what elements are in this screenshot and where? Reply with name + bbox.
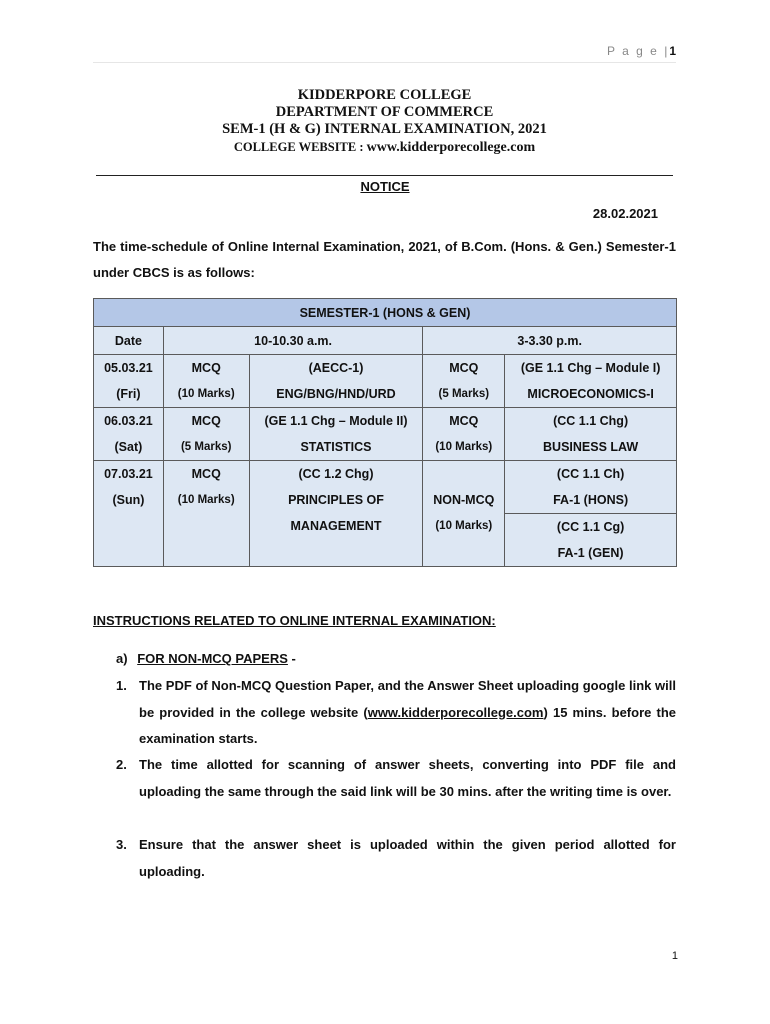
table-row	[94, 461, 677, 514]
paper-code: (CC 1.1 Cg)	[556, 520, 625, 534]
notice-date: 28.02.2021	[592, 206, 658, 221]
item-marker: 1.	[116, 678, 127, 693]
college-website	[93, 138, 676, 157]
notice-heading: NOTICE	[360, 179, 410, 194]
section-suffix: -	[287, 651, 296, 666]
date: 07.03.21	[104, 467, 153, 481]
website-url: www.kidderporecollege.com	[366, 140, 536, 155]
pm-subject-cell	[505, 355, 677, 408]
page-number: 1	[669, 44, 676, 58]
paper-code: (GE 1.1 Chg – Module I)	[520, 361, 661, 375]
exam-marks: (10 Marks)	[177, 388, 235, 400]
exam-type: MCQ	[449, 414, 479, 428]
table-header-row	[94, 327, 677, 355]
paper-subject: MANAGEMENT	[290, 519, 382, 533]
exam-marks: (10 Marks)	[435, 520, 493, 532]
pm-type-cell	[423, 355, 505, 408]
paper-subject: ENG/BNG/HND/URD	[276, 387, 396, 401]
table-row	[94, 408, 677, 461]
instruction-section	[116, 646, 296, 673]
am-subject-cell	[249, 461, 423, 567]
table-row	[94, 355, 677, 408]
am-type-cell	[163, 461, 249, 567]
day: (Fri)	[116, 387, 141, 401]
page-label: P a g e |	[607, 44, 670, 58]
instructions-heading: INSTRUCTIONS RELATED TO ONLINE INTERNAL EXAMINATION:	[93, 613, 496, 628]
am-subject-cell	[249, 408, 423, 461]
paper-code: (CC 1.1 Chg)	[553, 414, 629, 428]
pm-type-cell	[423, 408, 505, 461]
am-type-cell	[163, 355, 249, 408]
paper-subject: STATISTICS	[300, 440, 372, 454]
intro-paragraph: The time-schedule of Online Internal Examination, 2021, of B.Com. (Hons. & Gen.) Semester-1 under CBCS is as follows:	[93, 239, 676, 280]
item-text	[139, 673, 676, 753]
item-marker: 3.	[116, 837, 127, 852]
exam-type: MCQ	[191, 361, 221, 375]
paper-code: (CC 1.2 Chg)	[298, 467, 374, 481]
exam-marks: (10 Marks)	[435, 441, 493, 453]
date-cell	[94, 355, 164, 408]
paper-code: (CC 1.1 Ch)	[556, 467, 625, 481]
exam-marks: (5 Marks)	[438, 388, 490, 400]
college-website-link[interactable]: www.kidderporecollege.com	[367, 704, 544, 720]
item-text-part: ) 15 mins. before the examination starts.	[139, 704, 676, 746]
item-text: Ensure that the answer sheet is uploaded within the given period allotted for uploading.	[139, 837, 676, 879]
section-marker: a)	[116, 651, 128, 666]
pm-subject-cell	[505, 408, 677, 461]
paper-subject: MICROECONOMICS-I	[527, 387, 654, 401]
date: 05.03.21	[104, 361, 153, 375]
title-divider	[96, 175, 673, 176]
schedule-table	[93, 298, 677, 567]
website-label: COLLEGE WEBSITE :	[233, 140, 364, 154]
am-subject-cell	[249, 355, 423, 408]
college-name: KIDDERPORE COLLEGE	[297, 87, 472, 103]
page-header	[607, 44, 676, 58]
col-header-afternoon: 3-3.30 p.m.	[423, 327, 677, 355]
paper-subject: BUSINESS LAW	[543, 440, 639, 454]
exam-marks: (10 Marks)	[177, 494, 235, 506]
exam-type: MCQ	[191, 414, 221, 428]
date-cell	[94, 408, 164, 461]
department-name: DEPARTMENT OF COMMERCE	[275, 104, 494, 120]
paper-subject: FA-1 (HONS)	[553, 493, 629, 507]
table-title: SEMESTER-1 (HONS & GEN)	[94, 299, 677, 327]
exam-type: MCQ	[449, 361, 479, 375]
day: (Sat)	[114, 440, 143, 454]
title-block	[93, 87, 676, 157]
exam-marks: (5 Marks)	[180, 441, 232, 453]
table-title-row	[94, 299, 677, 327]
paper-subject: FA-1 (GEN)	[557, 546, 624, 560]
col-header-date: Date	[94, 327, 164, 355]
header-divider	[93, 62, 676, 63]
am-type-cell	[163, 408, 249, 461]
exam-title: SEM-1 (H & G) INTERNAL EXAMINATION, 2021	[222, 121, 547, 137]
date: 06.03.21	[104, 414, 153, 428]
paper-code: (AECC-1)	[308, 361, 364, 375]
paper-code: (GE 1.1 Chg – Module II)	[264, 414, 408, 428]
footer-page-number: 1	[671, 950, 678, 962]
date-cell	[94, 461, 164, 567]
paper-subject: PRINCIPLES OF	[288, 493, 384, 507]
pm-gen-cell	[505, 514, 677, 567]
col-header-morning: 10-10.30 a.m.	[163, 327, 423, 355]
exam-type: MCQ	[191, 467, 221, 481]
day: (Sun)	[112, 493, 145, 507]
exam-type: NON-MCQ	[433, 493, 495, 507]
pm-hons-cell	[505, 461, 677, 514]
pm-type-cell	[423, 461, 505, 567]
item-marker: 2.	[116, 757, 127, 772]
item-text-part: The PDF of Non-MCQ Question Paper, and the Answer Sheet uploading google link will be provided in the college website (	[139, 678, 676, 720]
section-title: FOR NON-MCQ PAPERS	[137, 651, 288, 666]
item-text: The time allotted for scanning of answer sheets, converting into PDF file and uploading the same through the said link will be 30 mins. after the writing time is over.	[139, 757, 676, 799]
